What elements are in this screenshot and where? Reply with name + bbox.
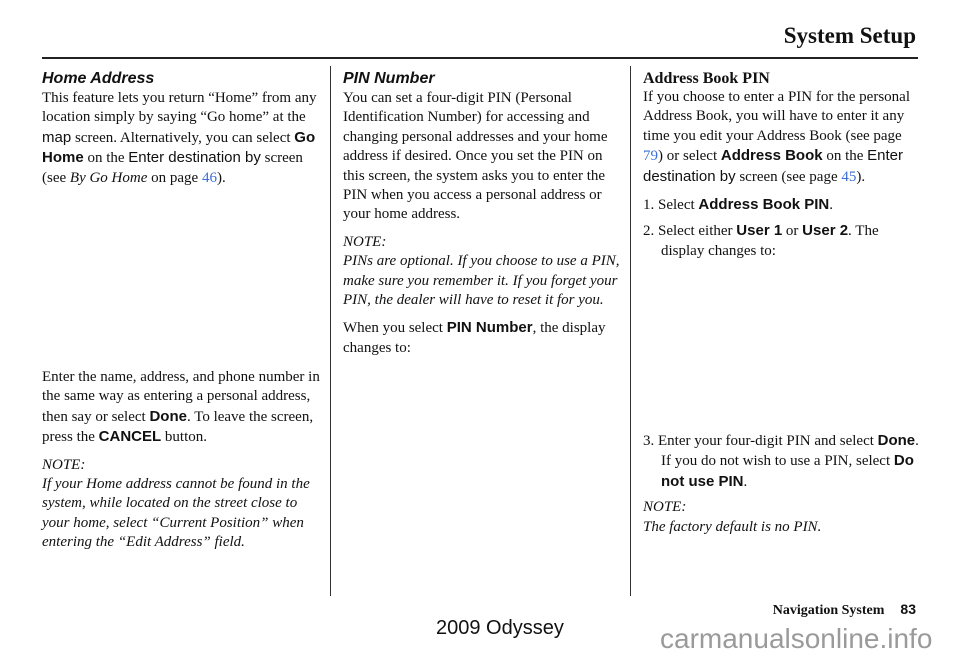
ui-term: Address Book (720, 147, 823, 165)
watermark: carmanualsonline.info (660, 623, 933, 654)
section-heading: PIN Number (343, 70, 435, 87)
paragraph (42, 89, 324, 188)
text: ). (856, 168, 866, 185)
paragraph: You can set a four-digit PIN (Personal Identification Number) for accessing and changing personal addresses and your home address if desired. Once you set the PIN on this screen, the system asks you to enter the PIN when you access a personal address or your home address. (343, 90, 608, 223)
ui-term: PIN Number (446, 319, 533, 337)
ui-term: Done (149, 407, 187, 425)
text: . (743, 473, 748, 490)
step-2 (643, 221, 919, 261)
page-number: 83 (900, 601, 916, 617)
text: . The display changes to: (661, 223, 879, 259)
text: If you choose to enter a PIN for the personal Address Book, you will have to enter it any time you edit your Address Book (see page (643, 89, 910, 144)
ui-term: User 1 (736, 222, 783, 240)
header-rule (42, 57, 918, 59)
ui-term: Enter destination by (128, 149, 261, 167)
text: screen (see page (735, 168, 842, 185)
section-heading: Home Address (42, 70, 155, 87)
page-footer (773, 600, 916, 620)
note-label: NOTE: (643, 499, 687, 516)
page-title: System Setup (783, 23, 916, 48)
paragraph (643, 88, 919, 187)
page-link[interactable]: 45 (841, 168, 857, 185)
note-text: The factory default is no PIN. (643, 518, 822, 535)
page-link[interactable]: 46 (201, 169, 217, 186)
footer-section: Navigation System (772, 603, 885, 618)
section-heading: Address Book PIN (643, 70, 770, 87)
paragraph (343, 318, 621, 358)
column-pin-number (343, 69, 621, 366)
note-text: PINs are optional. If you choose to use a PIN, make sure you remember it. If you forget your PIN, the dealer will have to reset it for you. (343, 253, 620, 309)
ui-term: Do not use PIN (661, 452, 914, 490)
ui-term: Enter destination by (643, 147, 904, 185)
note-label: NOTE: (343, 233, 387, 250)
text: on the (822, 148, 868, 165)
column-address-book-pin (643, 70, 919, 261)
text: Enter the name, address, and phone number in the same way as entering a personal address, then say or select (42, 369, 320, 425)
text: on the (83, 150, 129, 167)
column-home-address (42, 69, 324, 196)
text: . If you do not wish to use a PIN, select (661, 433, 919, 470)
column-divider (330, 66, 331, 596)
text: 2. Select either (643, 223, 737, 240)
text: ) or select (658, 148, 721, 165)
text: This feature lets you return “Home” from any location simply by saying “Go home” at the (42, 90, 317, 126)
text: 3. Enter your four-digit PIN and select (643, 433, 878, 449)
note-label: NOTE: (42, 456, 86, 473)
text: or (782, 223, 803, 240)
column-address-book-pin-lower (643, 431, 919, 545)
text: . To leave the screen, press the (42, 408, 314, 446)
text: button. (161, 429, 207, 446)
column-home-address-lower (42, 368, 324, 561)
paragraph (42, 368, 324, 448)
ui-term: Done (877, 432, 916, 449)
ui-term: User 2 (802, 222, 849, 240)
text: screen. Alternatively, you can select (71, 129, 295, 146)
note-text: If your Home address cannot be found in the system, while located on the street close to your home, select “Current Position” when entering the “Edit Address” field. (42, 476, 310, 551)
text: When you select (343, 320, 447, 337)
text: ). (216, 169, 226, 186)
ui-term: Address Book PIN (698, 196, 830, 214)
ui-term: CANCEL (98, 428, 162, 446)
text: on page (147, 169, 202, 186)
text: By Go Home (69, 169, 148, 186)
model-label: 2009 Odyssey (436, 617, 564, 639)
column-divider (630, 66, 631, 596)
text: . (829, 197, 834, 214)
text: 1. Select (643, 197, 699, 214)
text: screen (see (42, 150, 303, 186)
page-link[interactable]: 79 (643, 148, 658, 165)
step-1 (643, 195, 919, 215)
ui-term: map (42, 128, 72, 146)
ui-term: Go Home (42, 128, 316, 167)
text: , the display changes to: (343, 320, 606, 356)
step-3 (643, 431, 919, 492)
